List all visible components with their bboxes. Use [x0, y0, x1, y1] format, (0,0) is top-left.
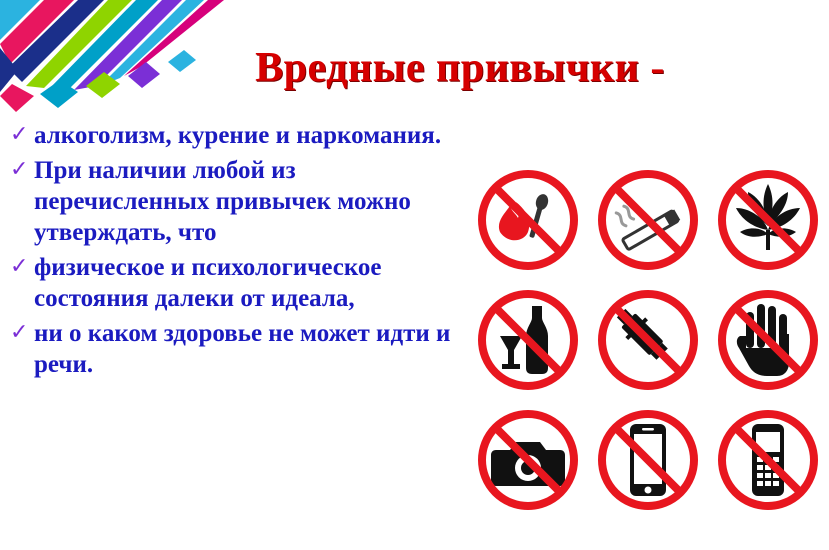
- page-title: Вредные привычки -: [255, 45, 665, 91]
- no-mobile-phone-icon: [710, 402, 826, 518]
- check-icon: ✓: [10, 254, 29, 279]
- list-item: [10, 252, 460, 314]
- no-camera-icon: [470, 402, 586, 518]
- list-item-label: ни о каком здоровье не может идти и речи.: [34, 320, 451, 378]
- list-item: [10, 120, 460, 151]
- no-smartphone-icon: [590, 402, 706, 518]
- bullet-list: [10, 120, 460, 384]
- check-icon: ✓: [10, 122, 29, 147]
- list-item: [10, 318, 460, 380]
- no-fire-match-icon: [470, 162, 586, 278]
- list-item-label: алкоголизм, курение и наркомания.: [34, 122, 442, 149]
- no-syringe-icon: [590, 282, 706, 398]
- no-drugs-leaf-icon: [710, 162, 826, 278]
- no-touch-hand-icon: [710, 282, 826, 398]
- list-item-label: физическое и психологическое состояния далеки от идеала,: [34, 254, 382, 312]
- check-icon: ✓: [10, 320, 29, 345]
- prohibition-icon-grid: [470, 162, 820, 518]
- check-icon: ✓: [10, 157, 29, 182]
- list-item: [10, 155, 460, 248]
- list-item-label: При наличии любой из перечисленных привычек можно утверждать, что: [34, 157, 411, 246]
- no-alcohol-icon: [470, 282, 586, 398]
- no-smoking-icon: [590, 162, 706, 278]
